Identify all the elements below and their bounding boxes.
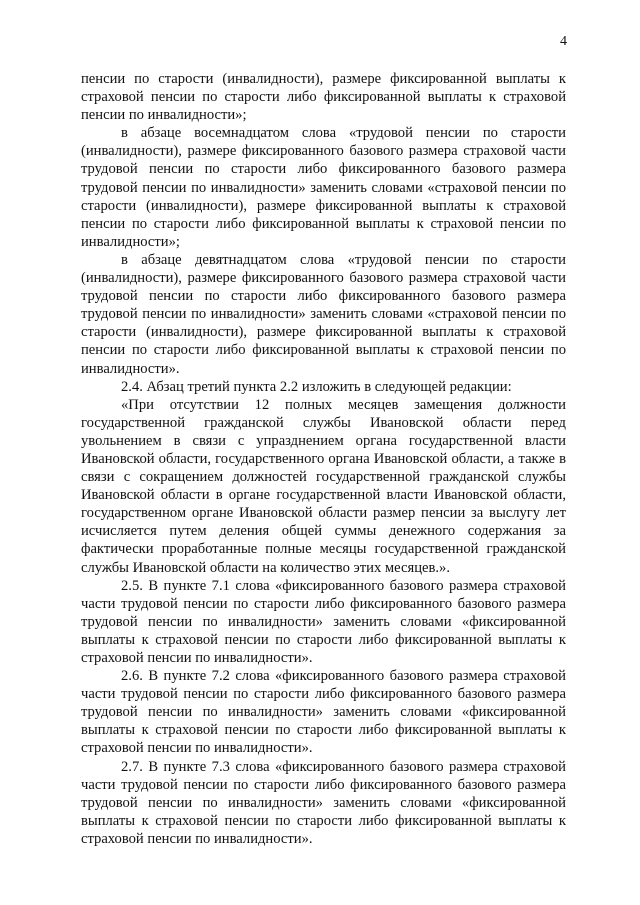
paragraph-abzac-19: в абзаце девятнадцатом слова «трудовой пенсии по старости (инвалидности), размере фиксированного базового размера страховой части трудовой пенсии по старости либо фиксированного базового размера трудовой пенсии по инвалидности» заменить словами «страховой пенсии по старости (инвалидности), размере фиксированной выплаты к страховой пенсии по старости либо фиксированной выплаты к страховой пенсии по инвалидности».	[81, 251, 566, 377]
paragraph-2-4: 2.4. Абзац третий пункта 2.2 изложить в следующей редакции:	[121, 378, 512, 395]
paragraph-abzac-18: в абзаце восемнадцатом слова «трудовой пенсии по старости (инвалидности), размере фиксированного базового размера страховой части трудовой пенсии по старости либо фиксированного базового размера трудовой пенсии по инвалидности» заменить словами «страховой пенсии по старости (инвалидности), размере фиксированной выплаты к страховой пенсии по старости либо фиксированной выплаты к страховой пенсии по инвалидности»;	[81, 125, 566, 250]
document-body	[81, 70, 566, 848]
page-number: 4	[560, 34, 567, 49]
paragraph-continuation: пенсии по старости (инвалидности), размере фиксированной выплаты к страховой пенсии по старости либо фиксированной выплаты к страховой пенсии по инвалидности»;	[81, 71, 566, 124]
paragraph-2-4-quote: «При отсутствии 12 полных месяцев замещения должности государственной гражданской службы Ивановской области перед увольнением в связи с упразднением органа государственной власти Ивановской области, государственного органа Ивановской области, а также в связи с сокращением должностей государственной гражданской службы Ивановской области в органе государственной власти Ивановской области, государственном органе Ивановской области размер пенсии за выслугу лет исчисляется путем деления общей суммы денежного содержания за фактически проработанные полные месяцы государственной гражданской службы Ивановской области на количество этих месяцев.».	[81, 396, 566, 576]
paragraph-2-7: 2.7. В пункте 7.3 слова «фиксированного базового размера страховой части трудовой пенсии по старости либо фиксированного базового размера трудовой пенсии по инвалидности» заменить словами «фиксированной выплаты к страховой пенсии по старости либо фиксированной выплаты к страховой пенсии по инвалидности».	[81, 758, 566, 847]
paragraph-2-5: 2.5. В пункте 7.1 слова «фиксированного базового размера страховой части трудовой пенсии по старости либо фиксированного базового размера трудовой пенсии по инвалидности» заменить словами «фиксированной выплаты к страховой пенсии по старости либо фиксированной выплаты к страховой пенсии по инвалидности».	[81, 577, 566, 666]
paragraph-2-6: 2.6. В пункте 7.2 слова «фиксированного базового размера страховой части трудовой пенсии по старости либо фиксированного базового размера трудовой пенсии по инвалидности» заменить словами «фиксированной выплаты к страховой пенсии по старости либо фиксированной выплаты к страховой пенсии по инвалидности».	[81, 668, 566, 757]
